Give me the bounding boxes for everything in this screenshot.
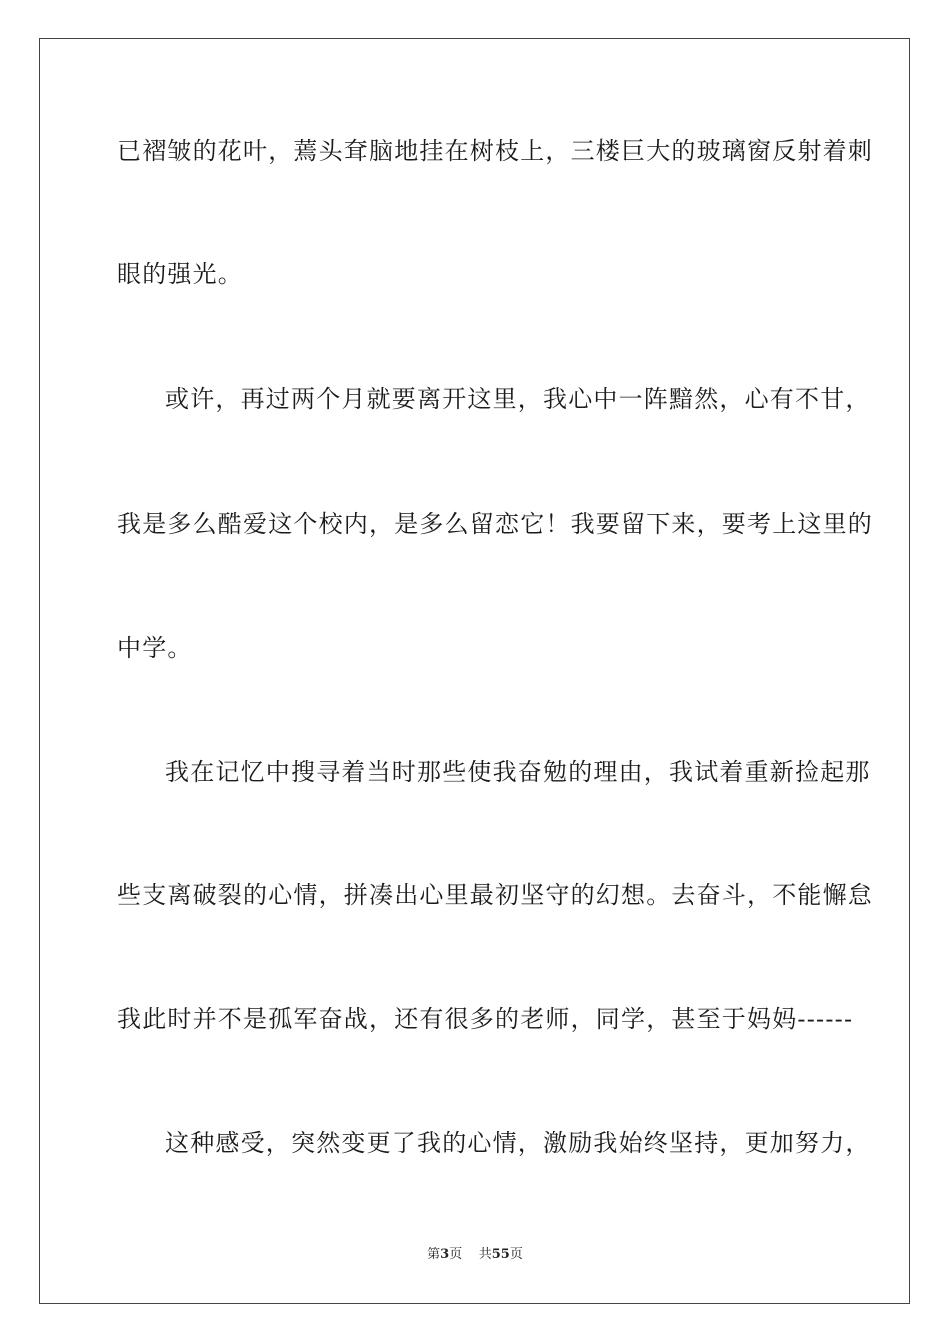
- paragraph-line: 或许，再过两个月就要离开这里，我心中一阵黯然，心有不甘，: [165, 385, 871, 413]
- page-border: [39, 38, 910, 1304]
- paragraph-line: 我此时并不是孤军奋战，还有很多的老师，同学，甚至于妈妈------: [117, 1005, 854, 1033]
- page-suffix: 页: [449, 1247, 463, 1262]
- paragraph-line: 这种感受，突然变更了我的心情，激励我始终坚持，更加努力，: [165, 1129, 871, 1157]
- page-number: 3: [440, 1247, 450, 1262]
- paragraph-line: 我在记忆中搜寻着当时那些使我奋勉的理由，我试着重新捡起那: [165, 758, 871, 786]
- paragraph-line: 我是多么酷爱这个校内，是多么留恋它！我要留下来，要考上这里的: [117, 510, 873, 538]
- paragraph-line: 眼的强光。: [117, 260, 243, 288]
- page-prefix: 第: [427, 1247, 441, 1262]
- paragraph-line: 些支离破裂的心情，拼凑出心里最初坚守的幻想。去奋斗，不能懈怠: [117, 881, 873, 909]
- paragraph-line: 已褶皱的花叶，蔫头耷脑地挂在树枝上，三楼巨大的玻璃窗反射着刺: [117, 137, 873, 165]
- total-pages: 55: [491, 1247, 510, 1262]
- total-suffix: 页: [509, 1247, 523, 1262]
- total-prefix: 共: [478, 1247, 492, 1262]
- paragraph-line: 中学。: [117, 634, 193, 662]
- page-footer: [0, 1246, 950, 1264]
